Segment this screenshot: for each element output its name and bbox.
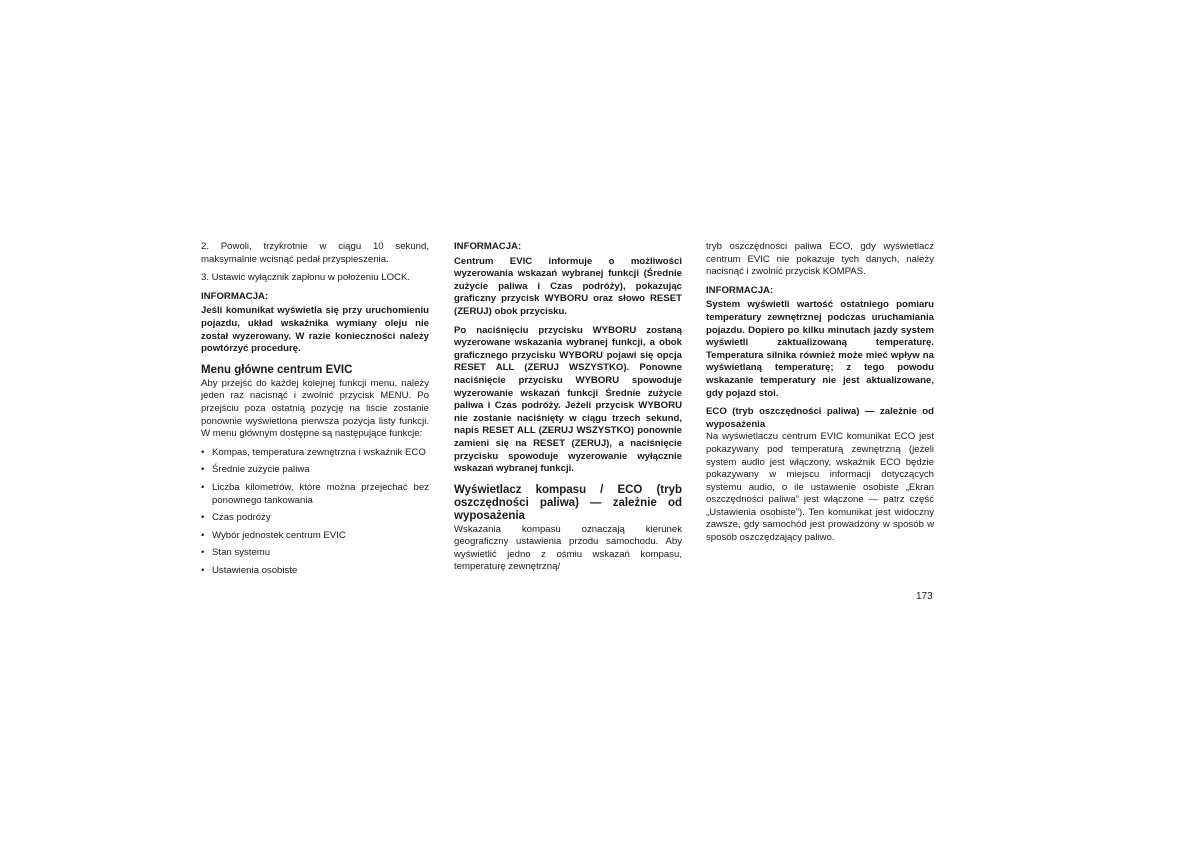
function-list bbox=[201, 447, 429, 578]
page-number: 173 bbox=[916, 591, 933, 602]
list-item: • Średnie zużycie paliwa bbox=[201, 464, 429, 477]
info-heading: INFORMACJA: bbox=[201, 290, 269, 302]
list-item: • Liczba kilometrów, które można przejechać bez ponownego tankowania bbox=[201, 482, 429, 507]
section-heading-compass: Wyświetlacz kompasu / ECO (tryb oszczędności paliwa) — zależnie od wyposażenia bbox=[454, 483, 682, 522]
menu-text: Aby przejść do każdej kolejnej funkcji menu, należy jeden raz nacisnąć i zwolnić przycisk MENU. Po przejściu poza ostatnią pozycję na liście zostanie ponownie wyświetlona pierwsza pozycja listy funkcji. W menu głównym dostępne są następujące funkcje: bbox=[201, 377, 429, 440]
list-item: • Kompas, temperatura zewnętrzna i wskaźnik ECO bbox=[201, 447, 429, 460]
step-3: 3. Ustawić wyłącznik zapłonu w położeniu LOCK. bbox=[201, 272, 411, 284]
info-text: System wyświetli wartość ostatniego pomiaru temperatury zewnętrznej podczas uruchamiania pojazdu. Dopiero po kilku minutach jazdy system wyświetli zaktualizowaną temperaturę. Temperatura silnika również może mieć wpływ na wyświetlaną temperaturę; z tego powodu wskazanie temperatury nie jest aktualizowane, gdy pojazd stoi. bbox=[706, 299, 934, 399]
list-item: • Wybór jednostek centrum EVIC bbox=[201, 530, 429, 543]
info-paragraph-2: Po naciśnięciu przycisku WYBORU zostaną wyzerowane wskazania wybranej funkcji, a obok graficznego przycisku WYBORU pojawi się opcja RESET ALL (ZERUJ WSZYSTKO). Ponowne naciśnięcie przycisku WYBORU spowoduje wyzerowanie wskazań funkcji Średnie zużycie paliwa i Czas podróży. Jeżeli przycisk WYBORU nie zostanie naciśnięty w ciągu trzech sekund, napis RESET ALL (ZERUJ WSZYSTKO) ponownie zamieni się na RESET (ZERUJ), a naciśnięcie przycisku spowoduje wyzerowanie wyłącznie wskazań wybranej funkcji. bbox=[454, 324, 682, 475]
column-right bbox=[706, 241, 934, 551]
info-text: Jeśli komunikat wyświetla się przy uruchomieniu pojazdu, układ wskaźnika wymiany oleju nie został wyzerowany. W razie konieczności należy powtórzyć procedurę. bbox=[201, 305, 429, 355]
column-middle bbox=[454, 241, 682, 580]
section-heading-eco: ECO (tryb oszczędności paliwa) — zależnie od wyposażenia bbox=[706, 406, 934, 430]
compass-text: Wskazania kompasu oznaczają kierunek geograficzny ustawienia przodu samochodu. Aby wyświetlić jedno z ośmiu wskazań kompasu, temperaturę zewnętrzną/ bbox=[454, 523, 682, 573]
list-item: • Stan systemu bbox=[201, 547, 429, 560]
list-item: • Czas podróży bbox=[201, 512, 429, 525]
info-heading: INFORMACJA: bbox=[706, 284, 774, 296]
eco-text: Na wyświetlaczu centrum EVIC komunikat ECO jest pokazywany pod temperaturą zewnętrzną (jeżeli system audio jest włączony, wskaźnik ECO będzie pokazywany w miejscu informacji dotyczących systemu audio, o ile ustawienie osobiste „Ekran oszczędności paliwa” jest włączone — patrz część „Ustawienia osobiste”). Ten komunikat jest widoczny zawsze, gdy samochód jest prowadzony w sposób w sposób oszczędzający paliwo. bbox=[706, 431, 934, 544]
info-heading: INFORMACJA: bbox=[454, 241, 522, 252]
continued-text: tryb oszczędności paliwa ECO, gdy wyświetlacz centrum EVIC nie pokazuje tych danych, należy nacisnąć i zwolnić przycisk KOMPAS. bbox=[706, 241, 934, 278]
column-left bbox=[201, 241, 429, 582]
step-2: 2. Powoli, trzykrotnie w ciągu 10 sekund, maksymalnie wcisnąć pedał przyspieszenia. bbox=[201, 241, 429, 265]
list-item: • Ustawienia osobiste bbox=[201, 565, 429, 578]
info-paragraph-1: Centrum EVIC informuje o możliwości wyzerowania wskazań wybranej funkcji (Średnie zużycie paliwa i Czas podróży), pokazując graficzny przycisk WYBORU oraz słowo RESET (ZERUJ) obok przycisku. bbox=[454, 255, 682, 317]
section-heading-menu: Menu główne centrum EVIC bbox=[201, 363, 353, 376]
